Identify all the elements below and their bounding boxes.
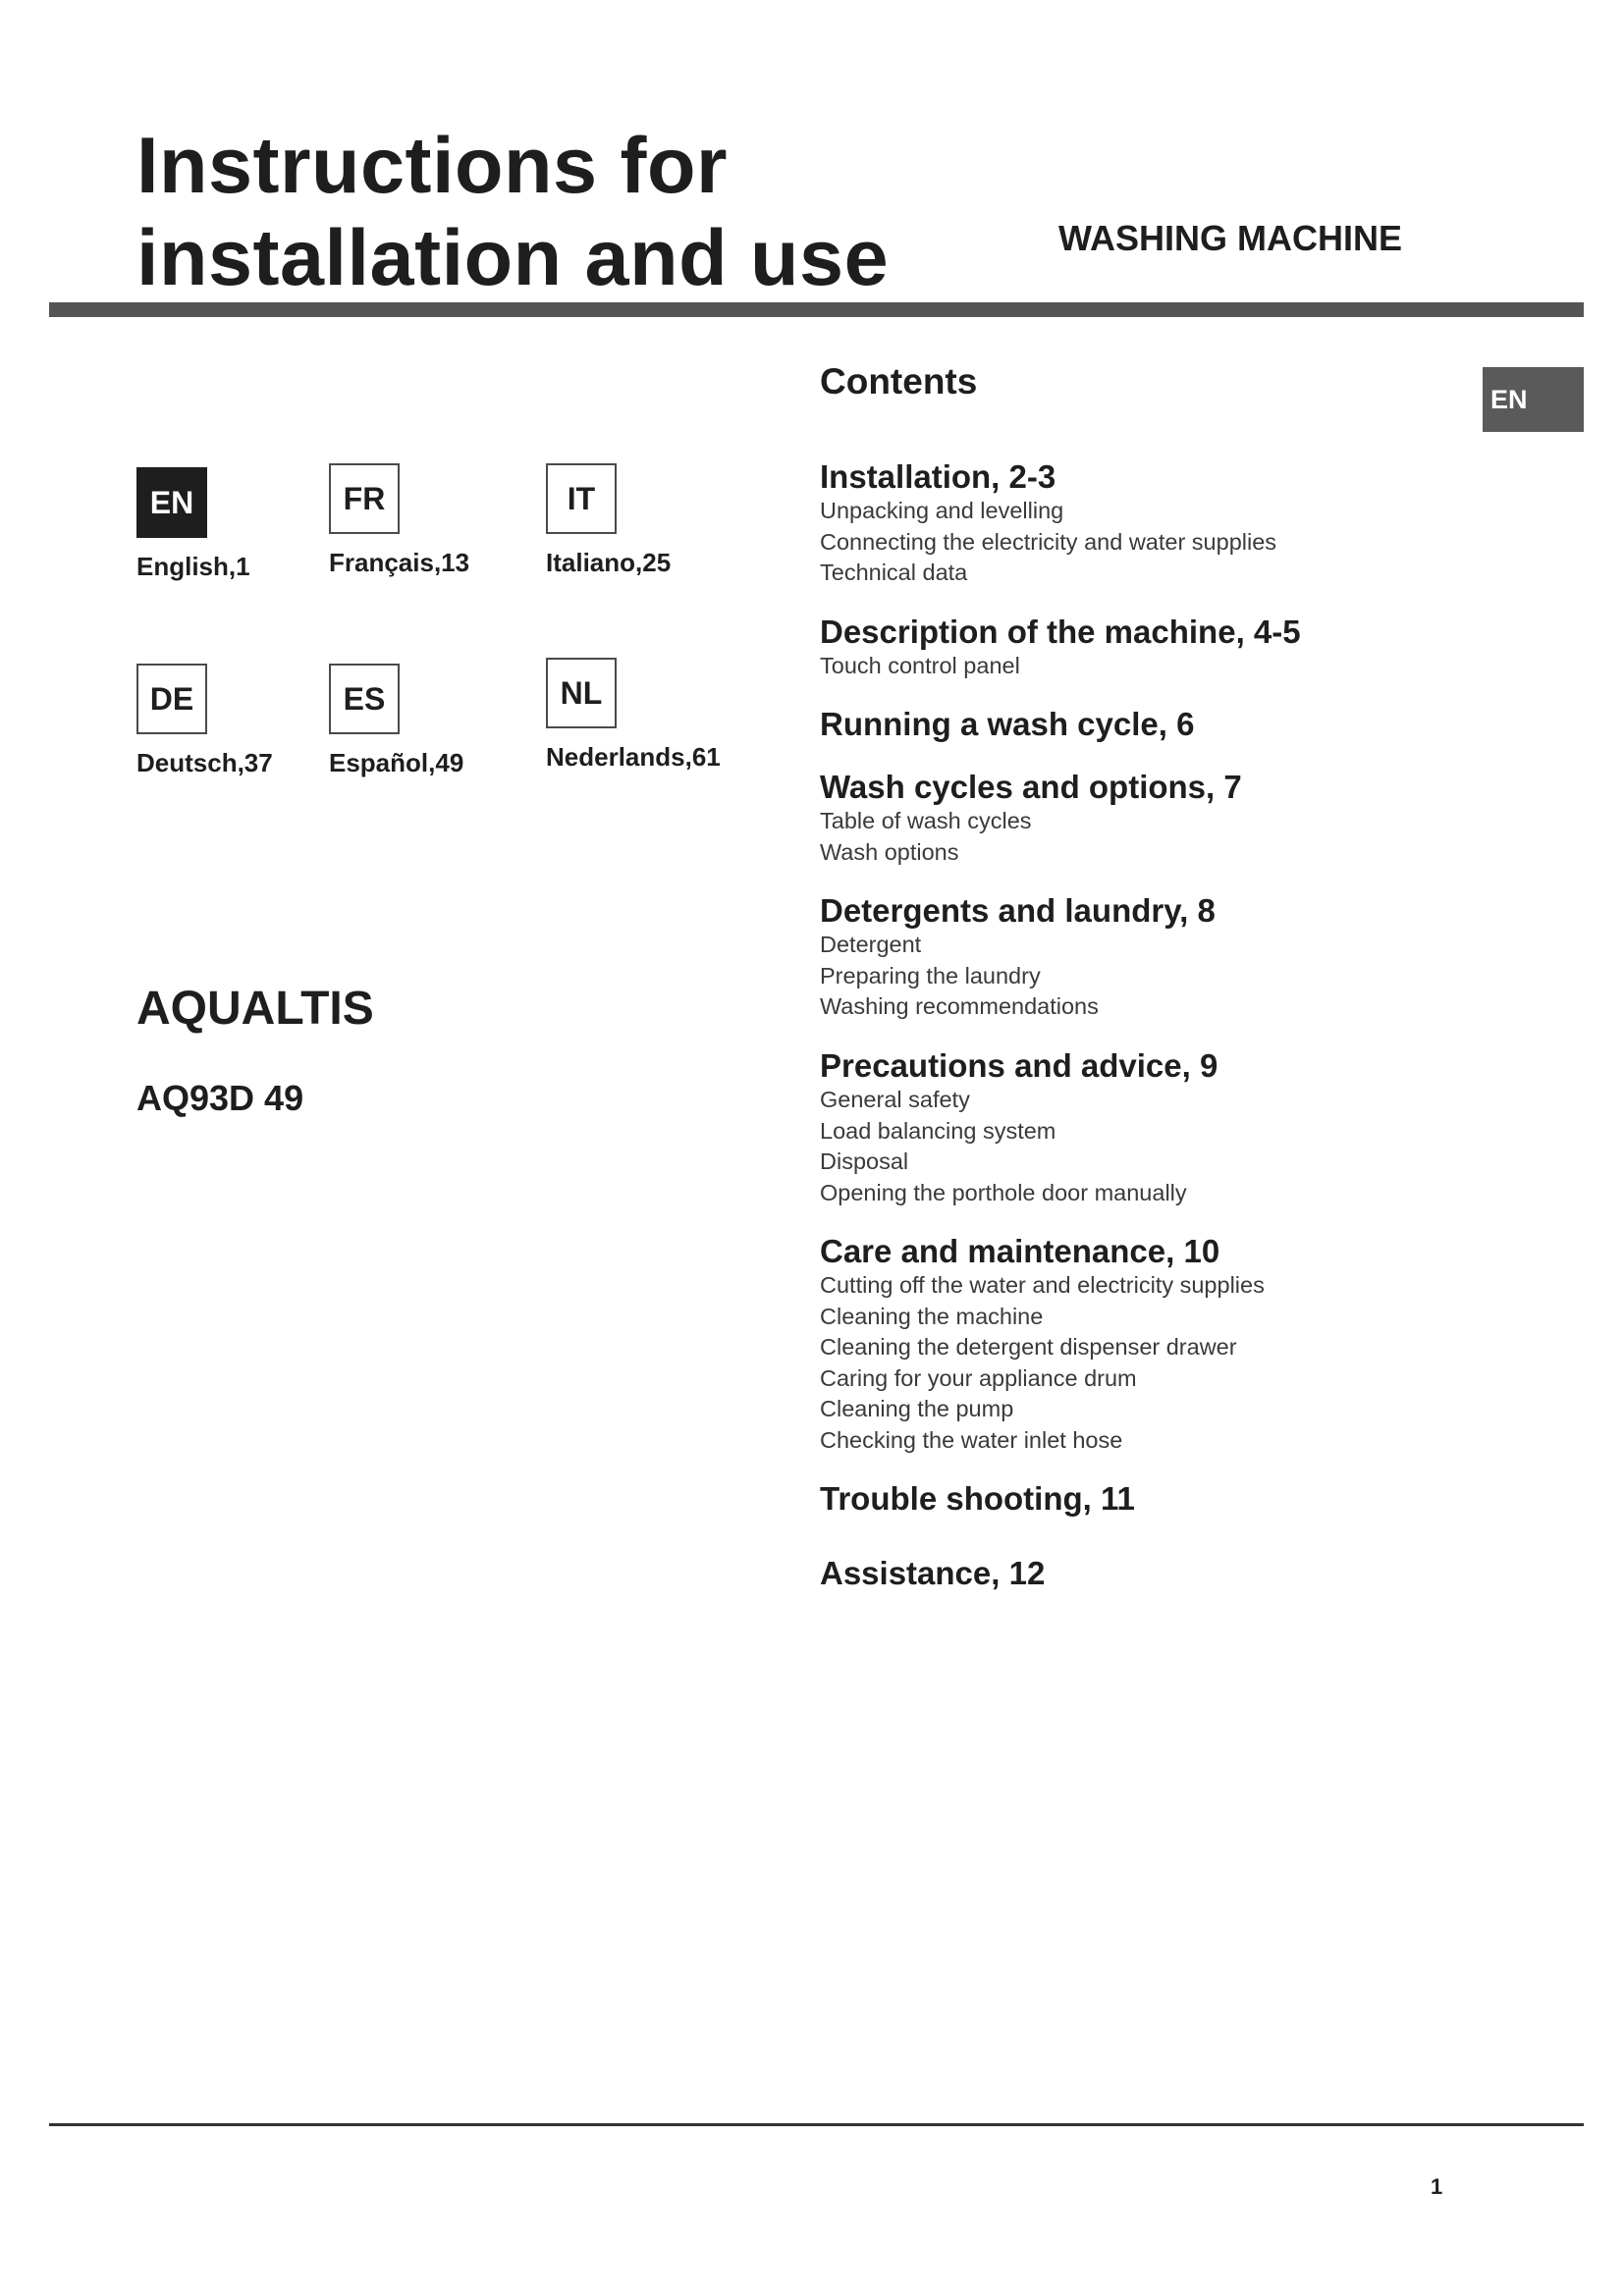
toc-section-title: Running a wash cycle, 6: [820, 706, 1195, 742]
contents-heading: Contents: [820, 361, 978, 401]
language-es[interactable]: [329, 664, 463, 778]
toc-section-title: Detergents and laundry, 8: [820, 892, 1216, 929]
language-label-en: English,1: [136, 552, 250, 581]
header-divider: [49, 302, 1584, 317]
language-nl[interactable]: [546, 658, 721, 773]
toc-section-care[interactable]: [820, 1233, 1265, 1456]
toc-item: Disposal: [820, 1148, 909, 1174]
toc-item: General safety: [820, 1087, 970, 1112]
language-fr[interactable]: [329, 463, 469, 578]
toc-section-description[interactable]: [820, 614, 1301, 682]
product-brand: AQUALTIS: [136, 983, 374, 1035]
toc-item: Opening the porthole door manually: [820, 1179, 1187, 1205]
toc-item: Cleaning the machine: [820, 1303, 1044, 1329]
toc-section-precautions[interactable]: [820, 1047, 1218, 1208]
page-number: 1: [1431, 2174, 1443, 2199]
title-line-1: Instructions for: [136, 122, 729, 210]
toc-item: Wash options: [820, 838, 959, 865]
language-code-fr: FR: [329, 463, 400, 534]
language-label-es: Español,49: [329, 748, 464, 777]
toc-item: Cleaning the detergent dispenser drawer: [820, 1334, 1237, 1360]
language-code-nl: NL: [546, 658, 617, 728]
toc-section-title: Trouble shooting, 11: [820, 1480, 1135, 1517]
toc-section-title: Assistance, 12: [820, 1555, 1046, 1591]
toc-section-installation[interactable]: [820, 458, 1276, 589]
toc-item: Load balancing system: [820, 1117, 1056, 1144]
toc-item: Checking the water inlet hose: [820, 1426, 1123, 1453]
toc-item: Touch control panel: [820, 653, 1020, 678]
toc-item: Preparing the laundry: [820, 962, 1041, 988]
toc-item: Cleaning the pump: [820, 1396, 1014, 1421]
product-category: WASHING MACHINE: [1058, 218, 1402, 258]
document-title: [136, 120, 889, 304]
language-label-it: Italiano,25: [546, 548, 672, 577]
toc-section-title: Installation, 2-3: [820, 458, 1056, 495]
toc-section-trouble-shooting[interactable]: [820, 1480, 1135, 1518]
language-label-fr: Français,13: [329, 548, 470, 577]
toc-item: Unpacking and levelling: [820, 498, 1064, 523]
toc-section-assistance[interactable]: [820, 1555, 1045, 1592]
language-it[interactable]: [546, 463, 671, 578]
toc-section-wash-cycles[interactable]: [820, 769, 1242, 868]
title-line-2: installation and use: [136, 214, 890, 302]
toc-section-title: Care and maintenance, 10: [820, 1233, 1220, 1269]
language-label-nl: Nederlands,61: [546, 742, 721, 772]
language-code-it: IT: [546, 463, 617, 534]
toc-section-title: Wash cycles and options, 7: [820, 769, 1242, 805]
footer-divider: [49, 2123, 1584, 2126]
language-en[interactable]: [136, 467, 250, 582]
toc-item: Connecting the electricity and water supplies: [820, 528, 1277, 555]
language-code-en: EN: [136, 467, 207, 538]
toc-item: Detergent: [820, 932, 922, 957]
language-code-es: ES: [329, 664, 400, 734]
language-code-de: DE: [136, 664, 207, 734]
toc-section-title: Precautions and advice, 9: [820, 1047, 1218, 1084]
toc-item: Cutting off the water and electricity supplies: [820, 1272, 1265, 1298]
language-tab: EN: [1483, 367, 1584, 432]
toc-section-running[interactable]: [820, 706, 1194, 743]
toc-item: Caring for your appliance drum: [820, 1364, 1137, 1391]
toc-item: Technical data: [820, 560, 968, 585]
product-model: AQ93D 49: [136, 1078, 304, 1118]
toc-item: Washing recommendations: [820, 993, 1099, 1019]
language-label-de: Deutsch,37: [136, 748, 273, 777]
toc-section-title: Description of the machine, 4-5: [820, 614, 1301, 650]
language-de[interactable]: [136, 664, 273, 778]
toc-item: Table of wash cycles: [820, 808, 1032, 833]
toc-section-detergents[interactable]: [820, 892, 1216, 1023]
